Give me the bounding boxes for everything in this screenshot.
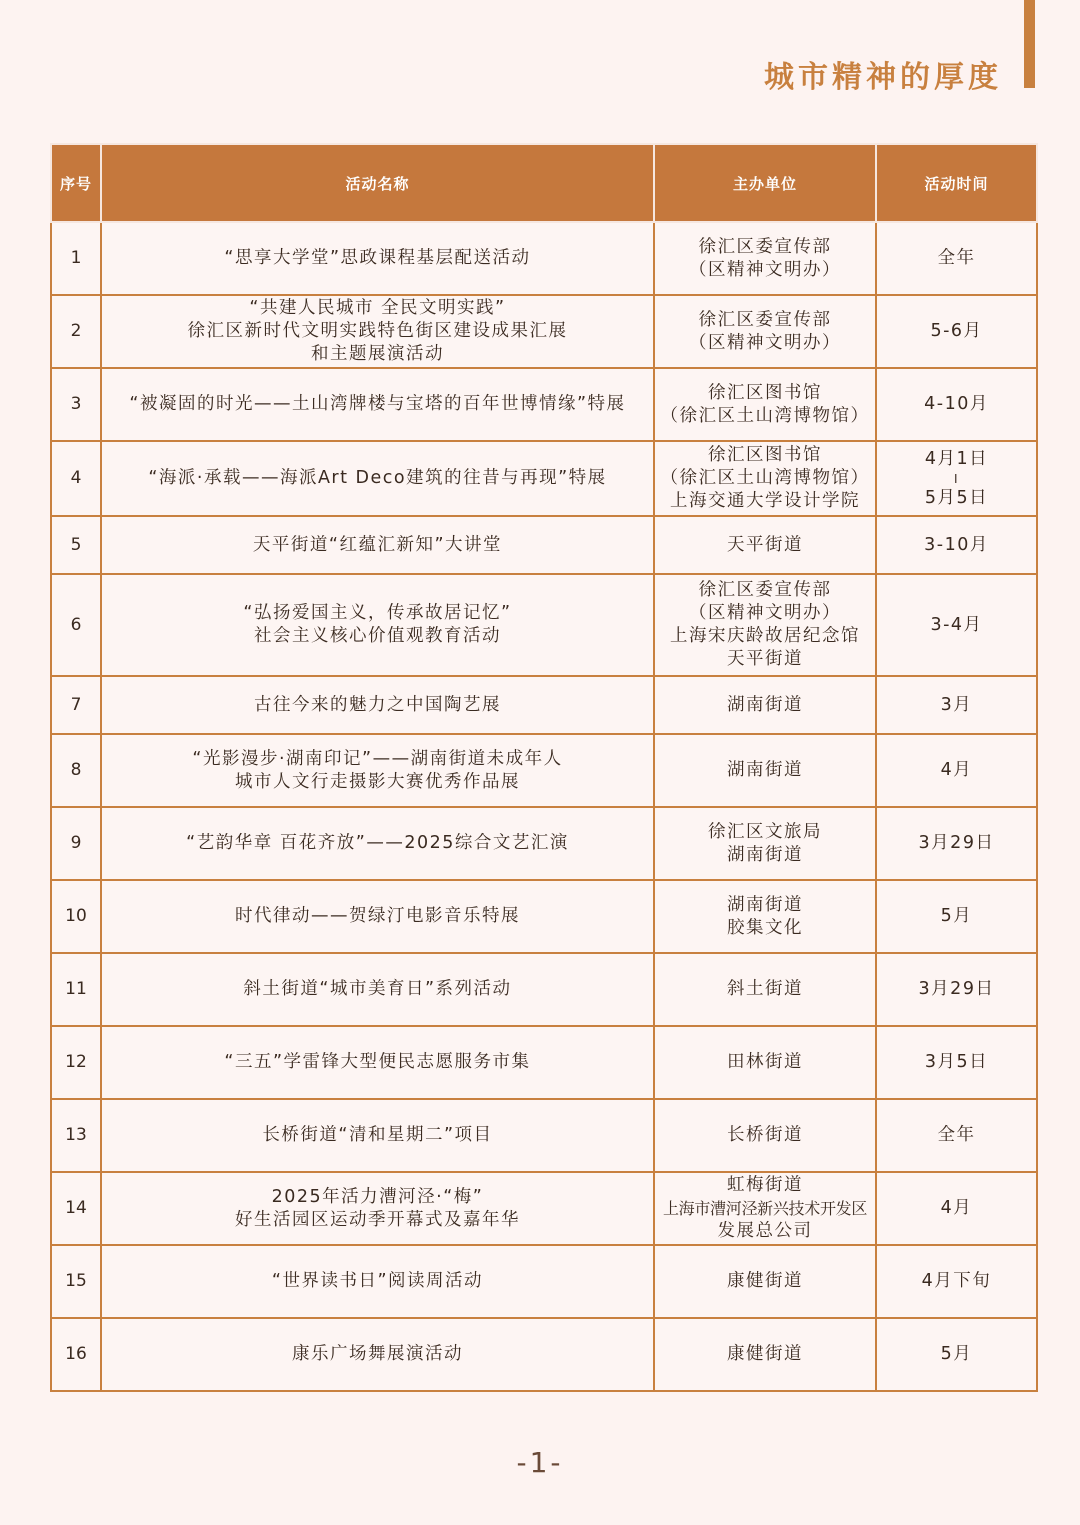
row-number: 4 — [51, 441, 101, 516]
header-accent-bar — [1024, 0, 1035, 88]
activity-time-cell — [876, 574, 1037, 676]
organizer-line: 上海宋庆龄故居纪念馆 — [670, 626, 860, 646]
activity-name-cell — [101, 295, 654, 368]
organizer-line: 长桥街道 — [727, 1125, 803, 1145]
activity-time-line: 4月 — [940, 760, 973, 780]
row-number: 11 — [51, 953, 101, 1026]
organizer-line: （区精神文明办） — [689, 259, 841, 280]
activity-name-line: 时代律动——贺绿汀电影音乐特展 — [235, 906, 520, 926]
organizer-line: 天平街道 — [727, 534, 803, 555]
page-number: -1- — [516, 1446, 564, 1479]
activity-time-cell — [876, 676, 1037, 734]
activity-name-cell — [101, 222, 654, 295]
row-number: 15 — [51, 1245, 101, 1318]
activity-name-line: “海派·承载——海派Art Deco建筑的往昔与再现”特展 — [148, 468, 607, 488]
organizer-cell — [654, 807, 876, 880]
organizer-cell — [654, 734, 876, 807]
activity-time-cell — [876, 516, 1037, 574]
organizer-cell — [654, 516, 876, 574]
organizer-cell — [654, 574, 876, 676]
table-row — [51, 880, 1037, 953]
activity-time-line: 3月29日 — [918, 833, 995, 853]
activity-name-line: 和主题展演活动 — [311, 344, 444, 364]
column-header-time: 活动时间 — [876, 144, 1037, 222]
activity-name-cell — [101, 1318, 654, 1391]
activity-name-cell — [101, 1172, 654, 1245]
row-number: 16 — [51, 1318, 101, 1391]
table-row — [51, 1172, 1037, 1245]
organizer-line: 徐汇区委宣传部 — [698, 309, 832, 330]
organizer-line: 徐汇区委宣传部 — [698, 580, 832, 600]
table-row — [51, 1026, 1037, 1099]
table-row — [51, 368, 1037, 441]
table-row — [51, 807, 1037, 880]
organizer-line: 徐汇区图书馆 — [708, 382, 822, 403]
activity-time-cell — [876, 1099, 1037, 1172]
activity-time-line: 4-10月 — [924, 394, 989, 414]
organizer-line: 斜土街道 — [727, 979, 803, 999]
organizer-line: （徐汇区土山湾博物馆） — [660, 405, 870, 426]
activity-time-cell — [876, 1026, 1037, 1099]
activity-name-cell — [101, 676, 654, 734]
activity-name-cell — [101, 368, 654, 441]
column-header-seq: 序号 — [51, 144, 101, 222]
organizer-line: 虹梅街道 — [727, 1175, 803, 1195]
organizer-cell — [654, 1245, 876, 1318]
activity-name-cell — [101, 441, 654, 516]
activity-name-line: “世界读书日”阅读周活动 — [271, 1271, 484, 1291]
page-title: 城市精神的厚度 — [764, 60, 1002, 95]
row-number: 5 — [51, 516, 101, 574]
organizer-line: 发展总公司 — [717, 1221, 813, 1241]
activity-time-line: 4月1日 — [924, 448, 989, 469]
activity-time-line: 全年 — [937, 1125, 976, 1145]
activity-time-line: 3-10月 — [924, 534, 989, 555]
activity-name-line: “艺韵华章 百花齐放”——2025综合文艺汇演 — [186, 833, 569, 853]
organizer-line: （区精神文明办） — [689, 332, 841, 353]
activity-name-line: 好生活园区运动季开幕式及嘉年华 — [235, 1209, 520, 1230]
organizer-line: 康健街道 — [727, 1271, 803, 1291]
activity-time-line: 4月下旬 — [921, 1271, 992, 1291]
table-row — [51, 516, 1037, 574]
activity-name-line: “思享大学堂”思政课程基层配送活动 — [224, 248, 531, 268]
activity-name-line: 城市人文行走摄影大赛优秀作品展 — [235, 771, 520, 792]
column-header-org: 主办单位 — [654, 144, 876, 222]
activity-name-cell — [101, 1099, 654, 1172]
activity-name-line: 斜土街道“城市美育日”系列活动 — [243, 979, 512, 999]
activity-name-line: 2025年活力漕河泾·“梅” — [271, 1186, 484, 1207]
events-table — [50, 143, 1038, 1392]
activity-time-cell — [876, 222, 1037, 295]
organizer-line: 上海市漕河泾新兴技术开发区 — [662, 1199, 868, 1218]
activity-time-cell — [876, 295, 1037, 368]
table-row — [51, 222, 1037, 295]
activity-time-cell — [876, 734, 1037, 807]
organizer-cell — [654, 222, 876, 295]
activity-time-cell — [876, 1245, 1037, 1318]
activity-name-line: “光影漫步·湖南印记”——湖南街道未成年人 — [192, 748, 563, 769]
organizer-cell — [654, 1099, 876, 1172]
organizer-cell — [654, 1026, 876, 1099]
organizer-cell — [654, 880, 876, 953]
activity-name-line: “被凝固的时光——土山湾牌楼与宝塔的百年世博情缘”特展 — [129, 394, 626, 414]
row-number: 12 — [51, 1026, 101, 1099]
organizer-line: （区精神文明办） — [689, 603, 841, 623]
table-header-row — [51, 144, 1037, 222]
organizer-line: 胶集文化 — [727, 917, 803, 938]
activity-name-line: “弘扬爱国主义，传承故居记忆” — [243, 603, 512, 623]
activity-time-line: 4月 — [940, 1198, 973, 1218]
activity-name-cell — [101, 1245, 654, 1318]
organizer-cell — [654, 1318, 876, 1391]
organizer-line: 田林街道 — [727, 1052, 803, 1072]
organizer-line: 天平街道 — [727, 649, 803, 669]
organizer-line: 湖南街道 — [727, 894, 803, 915]
organizer-cell — [654, 1172, 876, 1245]
activity-time-line: 3月29日 — [918, 979, 995, 999]
activity-time-line: 3月5日 — [924, 1052, 989, 1072]
organizer-line: 徐汇区委宣传部 — [698, 236, 832, 257]
organizer-line: 徐汇区图书馆 — [708, 445, 822, 465]
table-row — [51, 1245, 1037, 1318]
organizer-cell — [654, 676, 876, 734]
organizer-cell — [654, 295, 876, 368]
table-row — [51, 953, 1037, 1026]
activity-name-cell — [101, 574, 654, 676]
organizer-line: 湖南街道 — [727, 694, 803, 715]
row-number: 3 — [51, 368, 101, 441]
activity-time-line: 5-6月 — [930, 321, 983, 341]
activity-time-line: 5月5日 — [924, 487, 989, 508]
table-row — [51, 1099, 1037, 1172]
table-row — [51, 1318, 1037, 1391]
organizer-cell — [654, 953, 876, 1026]
activity-time-line: 全年 — [937, 248, 976, 268]
row-number: 7 — [51, 676, 101, 734]
organizer-line: 湖南街道 — [727, 844, 803, 865]
organizer-line: 上海交通大学设计学院 — [670, 491, 860, 511]
activity-name-line: 社会主义核心价值观教育活动 — [254, 626, 501, 646]
row-number: 1 — [51, 222, 101, 295]
row-number: 8 — [51, 734, 101, 807]
activity-time-cell — [876, 807, 1037, 880]
row-number: 2 — [51, 295, 101, 368]
activity-time-cell — [876, 880, 1037, 953]
activity-name-cell — [101, 516, 654, 574]
row-number: 13 — [51, 1099, 101, 1172]
row-number: 6 — [51, 574, 101, 676]
activity-time-cell — [876, 1172, 1037, 1245]
organizer-line: 康健街道 — [727, 1344, 803, 1364]
activity-time-cell — [876, 953, 1037, 1026]
activity-time-cell — [876, 441, 1037, 516]
activity-time-cell — [876, 368, 1037, 441]
activity-name-cell — [101, 953, 654, 1026]
activity-time-cell — [876, 1318, 1037, 1391]
activity-name-line: “共建人民城市 全民文明实践” — [249, 298, 506, 318]
table-row — [51, 574, 1037, 676]
activity-time-line: 3月 — [940, 694, 973, 715]
activity-name-cell — [101, 734, 654, 807]
column-header-name: 活动名称 — [101, 144, 654, 222]
activity-name-cell — [101, 1026, 654, 1099]
organizer-cell — [654, 368, 876, 441]
activity-time-line: 5月 — [940, 906, 973, 926]
table-row — [51, 295, 1037, 368]
activity-time-line: 3-4月 — [930, 614, 983, 635]
activity-name-line: 古往今来的魅力之中国陶艺展 — [254, 694, 501, 715]
activity-name-line: 天平街道“红蕴汇新知”大讲堂 — [252, 534, 503, 555]
row-number: 14 — [51, 1172, 101, 1245]
activity-name-line: 长桥街道“清和星期二”项目 — [262, 1125, 493, 1145]
row-number: 9 — [51, 807, 101, 880]
activity-name-cell — [101, 807, 654, 880]
organizer-line: 湖南街道 — [727, 760, 803, 780]
organizer-cell — [654, 441, 876, 516]
table-row — [51, 734, 1037, 807]
activity-name-cell — [101, 880, 654, 953]
activity-name-line: “三五”学雷锋大型便民志愿服务市集 — [224, 1052, 531, 1072]
table-row — [51, 676, 1037, 734]
organizer-line: （徐汇区土山湾博物馆） — [660, 468, 870, 488]
activity-time-line: I — [953, 471, 960, 486]
activity-name-line: 徐汇区新时代文明实践特色街区建设成果汇展 — [187, 321, 568, 341]
row-number: 10 — [51, 880, 101, 953]
table-row — [51, 441, 1037, 516]
organizer-line: 徐汇区文旅局 — [708, 821, 822, 842]
activity-name-line: 康乐广场舞展演活动 — [292, 1344, 463, 1364]
activity-time-line: 5月 — [940, 1344, 973, 1364]
